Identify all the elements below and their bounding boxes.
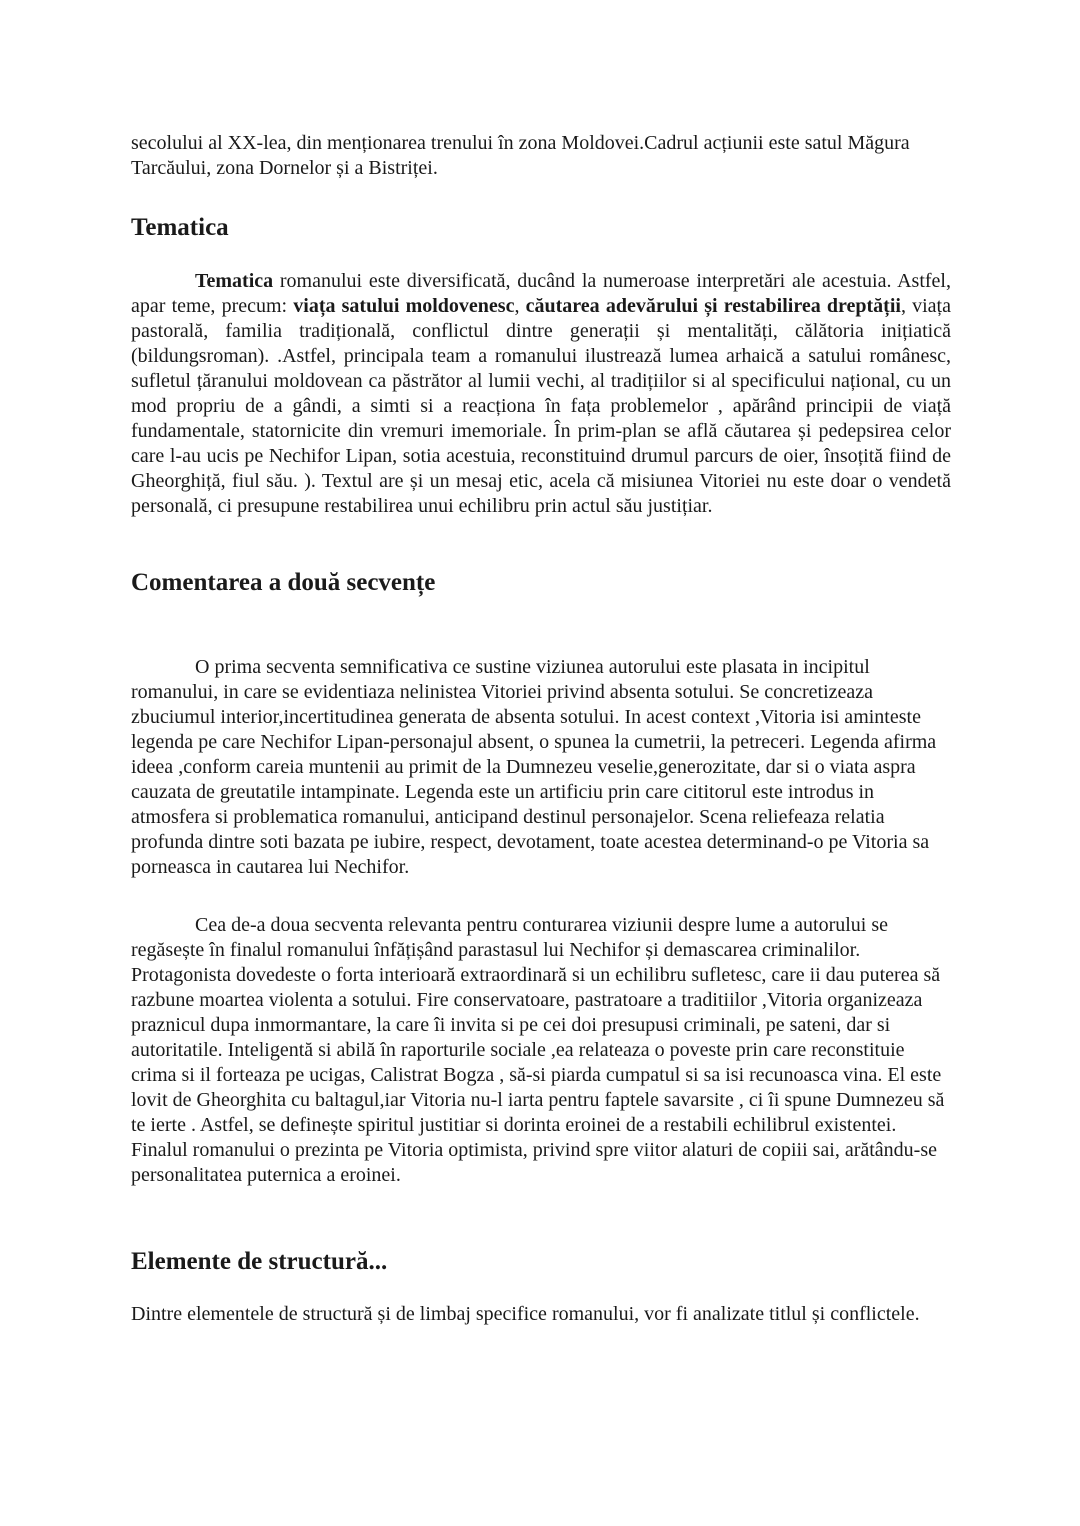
tematica-bold-a: viața satului moldovenesc [293,295,515,317]
intro-paragraph: secolului al XX-lea, din menționarea trenului în zona Moldovei.Cadrul acțiunii este satul Măgura Tarcăului, zona Dornelor și a Bistriței. [131,132,910,179]
section-elemente [131,1247,951,1277]
tematica-text-a: romanului este diversificată, ducând la numeroase interpretări ale acestuia. Astfel, apar teme, precum: [131,270,951,317]
section-heading-elemente: Elemente de structură... [131,1248,388,1275]
comentarea-body-1 [131,655,951,880]
tematica-body [131,269,951,519]
tematica-bold-lead: Tematica [195,270,274,292]
comentarea-paragraph-1: O prima secventa semnificativa ce sustine viziunea autorului este plasata in incipitul romanului, in care se evidentiaza nelinistea Vitoriei privind absenta sotului. Se concretizeaza zbuciumul interior,incertitudinea generata de absenta sotului. In acest context ,Vitoria isi aminteste legenda pe care Nechifor Lipan-personajul absent, o spunea la cumetrii, la petreceri. Legenda afirma ideea ,conform careia muntenii au primit de la Dumnezeu veselie,generozitate, dar si o viata aspra cauzata de greutatile intampinate. Legenda este un artificiu prin care cititorul este introdus in atmosfera si problematica romanului, anticipand destinul personajelor. Scena reliefeaza relatia profunda dintre soti bazata pe iubire, respect, devotament, toate acestea determinand-o pe Vitoria sa porneasca in cautarea lui Nechifor. [131,656,937,878]
tematica-paragraph [131,269,951,519]
intro-paragraph-block [131,131,931,181]
tematica-bold-b: căutarea adevărului și restabilirea dreptății [525,295,901,317]
section-comentarea [131,568,951,598]
tematica-text-b: , [514,295,526,317]
elemente-body [131,1302,951,1327]
tematica-text-c: , viața pastorală, familia tradițională, conflictul dintre generații și mentalități, călătoria inițiatică (bildungsroman). .Astfel, principala team a romanului ilustrează lumea arhaică a satului românesc, sufletul țăranului moldovean ca păstrător al lumii vechi, al tradițiilor si al specificului național, cu un mod propriu de a gândi, a simti si a reacționa în fața problemelor , apărând principii de viață fundamentale, statornicite din vremuri imemoriale. În prim-plan se află căutarea și pedepsirea celor care l-au ucis pe Nechifor Lipan, sotia acestuia, reconstituind drumul parcurs de oier, însoțită fiind de Gheorghiță, fiul său. ). Textul are și un mesaj etic, acela că misiunea Vitoriei nu este doar o vendetă personală, ci presupune restabilirea unui echilibru prin actul său justițiar. [131,295,951,517]
section-tematica [131,213,951,243]
section-heading-comentarea: Comentarea a două secvențe [131,569,436,596]
elemente-paragraph: Dintre elementele de structură și de limbaj specifice romanului, vor fi analizate titlul și conflictele. [131,1303,920,1325]
comentarea-paragraph-2: Cea de-a doua secventa relevanta pentru conturarea viziunii despre lume a autorului se regăsește în finalul romanului înfățișând parastasul lui Nechifor și demascarea criminalilor. Protagonista dovedeste o forta interioară extraordinară si un echilibru sufletesc, care ii dau puterea să razbune moartea violenta a sotului. Fire conservatoare, pastratoare a traditiilor ,Vitoria organizeaza praznicul dupa inmormantare, la care îi invita si pe cei doi presupusi criminali, pe sateni, dar si autoritatile. Inteligentă si abilă în raporturile sociale ,ea relateaza o poveste prin care reconstituie crima si il forteaza pe ucigas, Calistrat Bogza , să-si piarda cumpatul si sa isi recunoasca vina. El este lovit de Gheorghita cu baltagul,iar Vitoria nu-l iarta pentru faptele savarsite , ci îi spune Dumnezeu să te ierte . Astfel, se definește spiritul justitiar si dorinta eroinei de a restabili echilibrul existentei. Finalul romanului o prezinta pe Vitoria optimista, privind spre viitor alaturi de copiii sai, arătându-se personalitatea puternica a eroinei. [131,914,945,1186]
section-heading-tematica: Tematica [131,214,229,241]
comentarea-body-2 [131,913,951,1188]
